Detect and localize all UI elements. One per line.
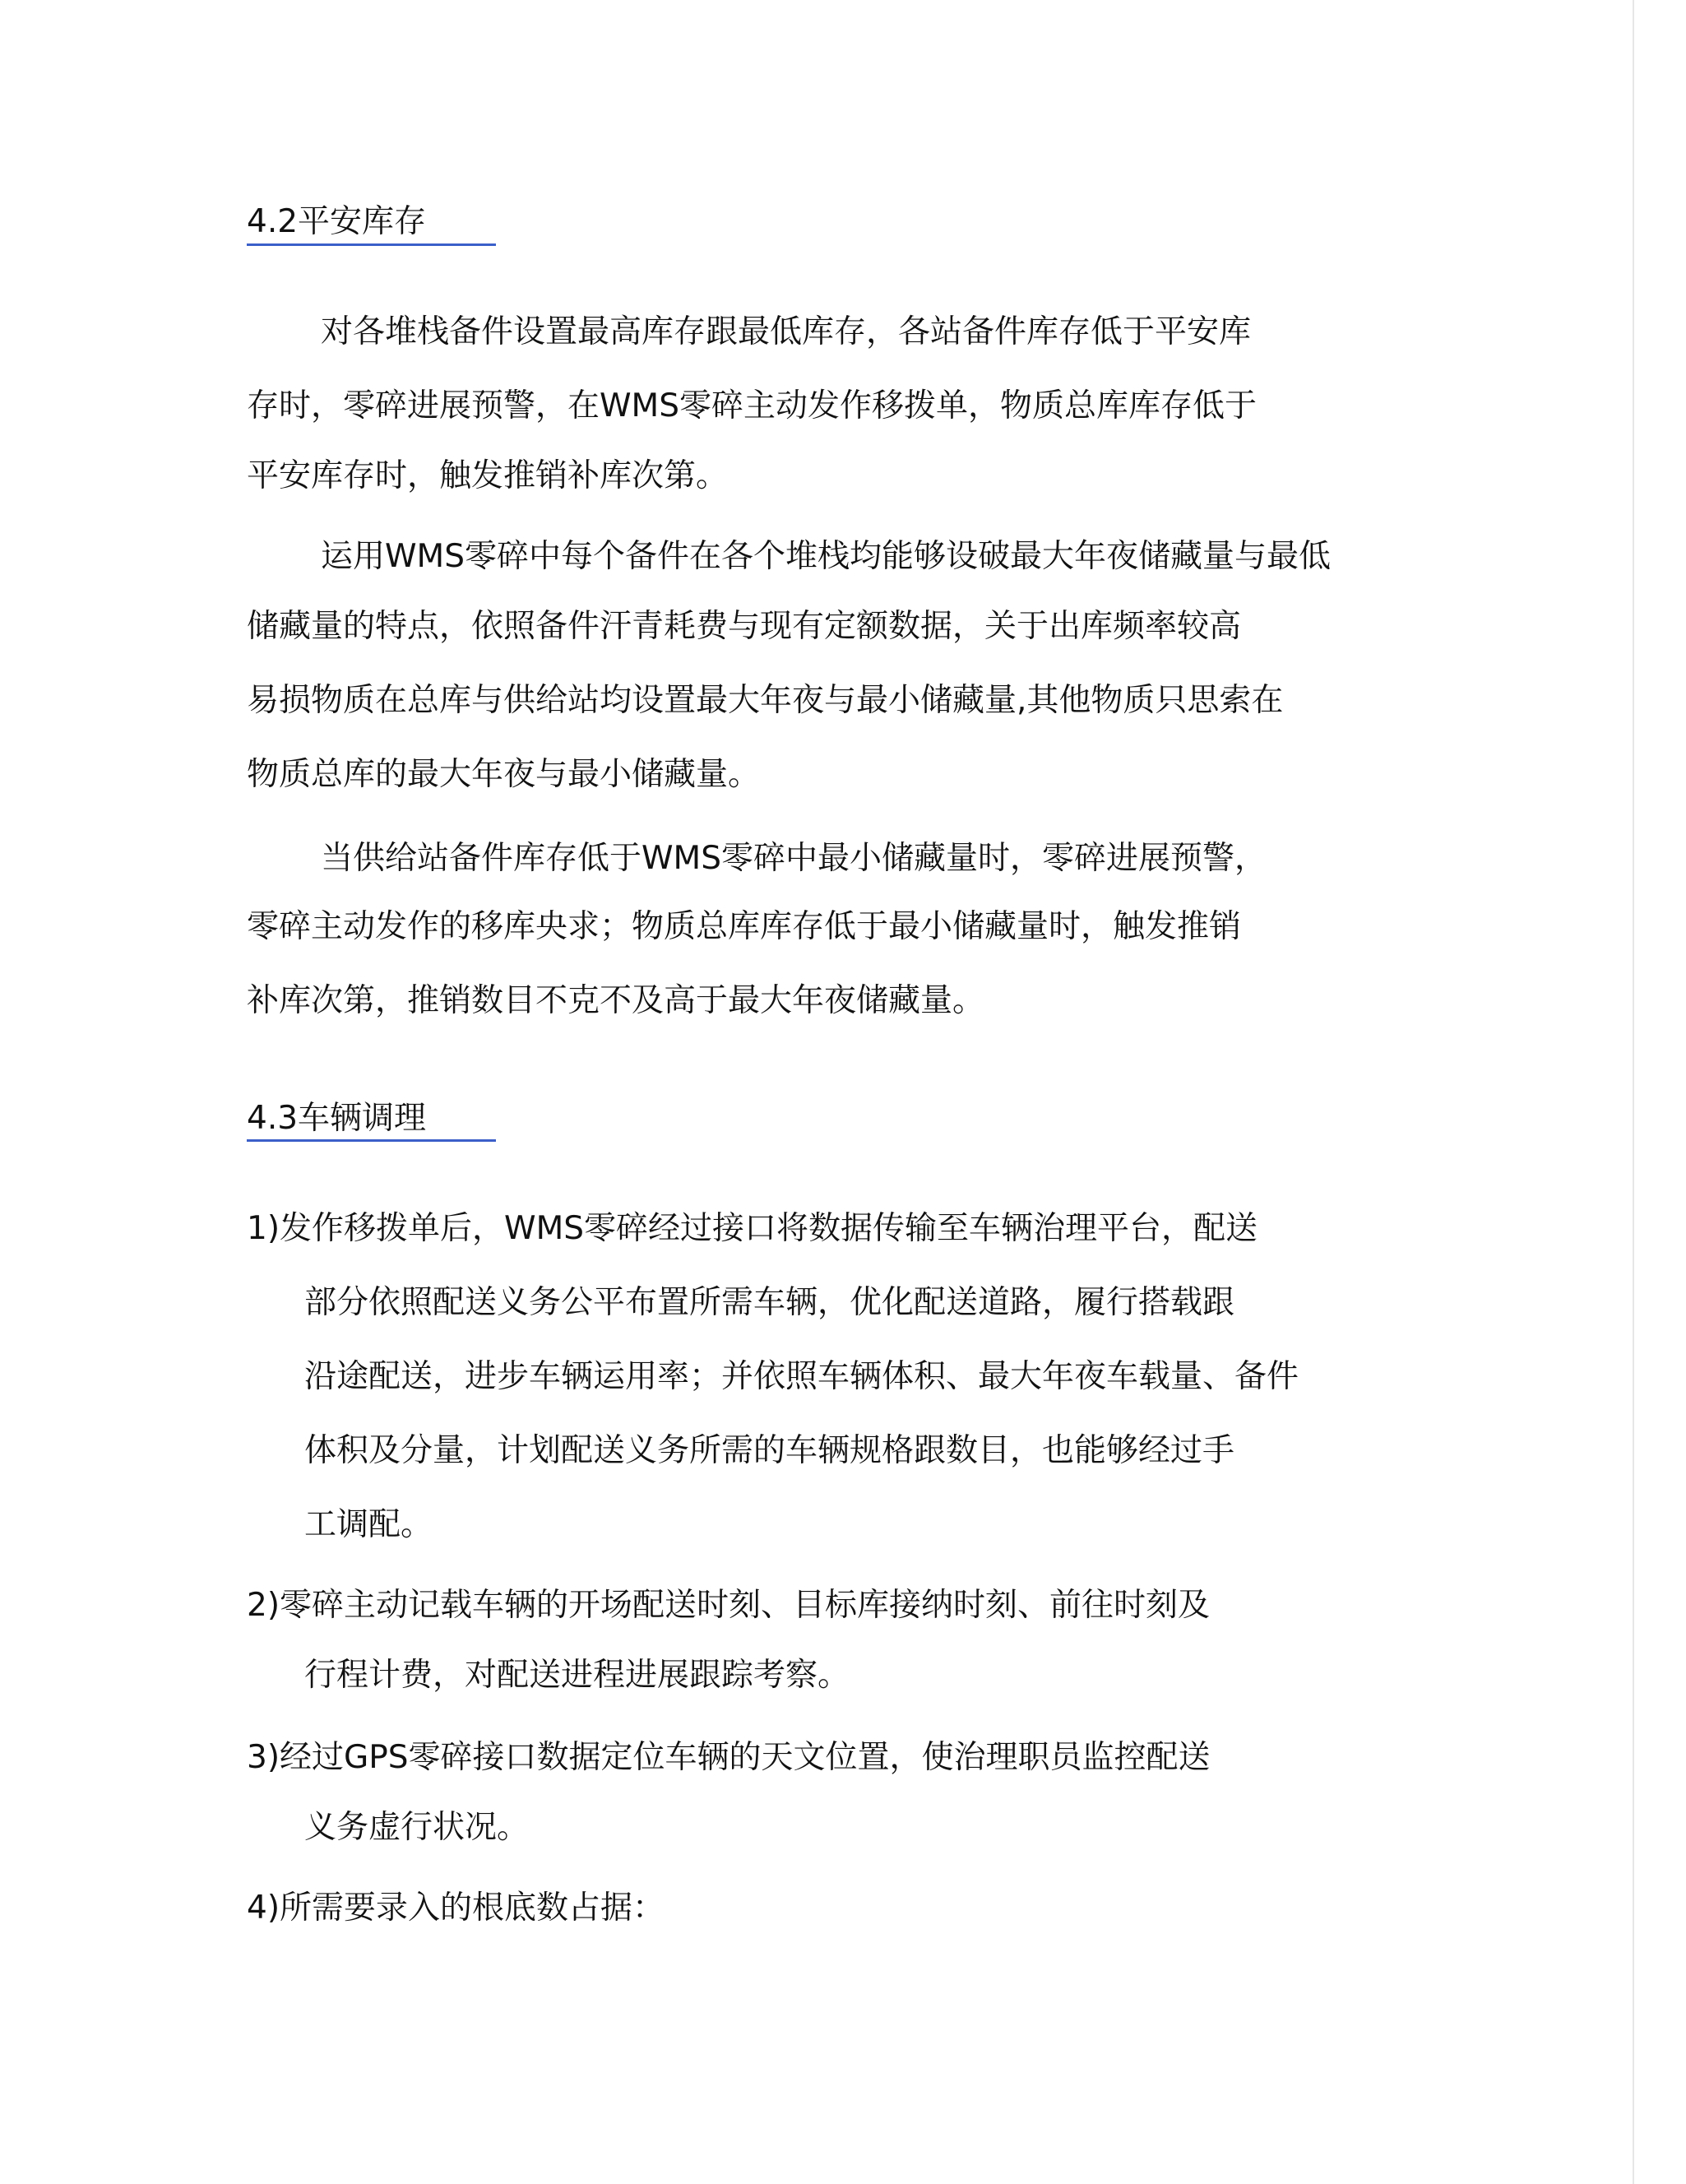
section-heading-4-3: 4.3车辆调理 [247, 1100, 427, 1137]
paragraph-line: 物质总库的最大年夜与最小储藏量。 [247, 756, 761, 793]
paragraph-line: 平安库存时，触发推销补库次第。 [247, 457, 729, 494]
page-edge-rule [1633, 0, 1634, 2184]
list-item-line: 部分依照配送义务公平布置所需车辆，优化配送道路，履行搭载跟 [304, 1284, 1235, 1321]
list-item-line: 体积及分量，计划配送义务所需的车辆规格跟数目，也能够经过手 [304, 1432, 1235, 1469]
list-item-line: 2)零碎主动记载车辆的开场配送时刻、目标库接纳时刻、前往时刻及 [247, 1587, 1211, 1624]
paragraph-line: 当供给站备件库存低于WMS零碎中最小储藏量时，零碎进展预警， [321, 840, 1267, 877]
list-item-line: 4)所需要录入的根底数占据： [247, 1890, 665, 1927]
paragraph-line: 运用WMS零碎中每个备件在各个堆栈均能够设破最大年夜储藏量与最低 [321, 538, 1331, 575]
paragraph-line: 零碎主动发作的移库央求；物质总库库存低于最小储藏量时，触发推销 [247, 908, 1242, 945]
list-item-line: 工调配。 [304, 1506, 433, 1543]
heading-underline [247, 243, 496, 246]
paragraph-line: 对各堆栈备件设置最高库存跟最低库存，各站备件库存低于平安库 [321, 313, 1252, 350]
list-item-line: 行程计费，对配送进程进展跟踪考察。 [304, 1657, 850, 1694]
paragraph-line: 储藏量的特点，依照备件汗青耗费与现有定额数据，关于出库频率较高 [247, 608, 1242, 645]
list-item-line: 3)经过GPS零碎接口数据定位车辆的天文位置，使治理职员监控配送 [247, 1739, 1211, 1776]
heading-underline [247, 1139, 496, 1142]
list-item-line: 义务虚行状况。 [304, 1809, 530, 1846]
list-item-line: 1)发作移拨单后，WMS零碎经过接口将数据传输至车辆治理平台，配送 [247, 1210, 1258, 1247]
list-item-line: 沿途配送，进步车辆运用率；并依照车辆体积、最大年夜车载量、备件 [304, 1358, 1299, 1395]
paragraph-line: 存时，零碎进展预警，在WMS零碎主动发作移拨单，物质总库库存低于 [247, 387, 1257, 424]
paragraph-line: 易损物质在总库与供给站均设置最大年夜与最小储藏量,其他物质只思索在 [247, 682, 1284, 719]
section-heading-4-2: 4.2平安库存 [247, 203, 427, 240]
paragraph-line: 补库次第，推销数目不克不及高于最大年夜储藏量。 [247, 982, 985, 1019]
